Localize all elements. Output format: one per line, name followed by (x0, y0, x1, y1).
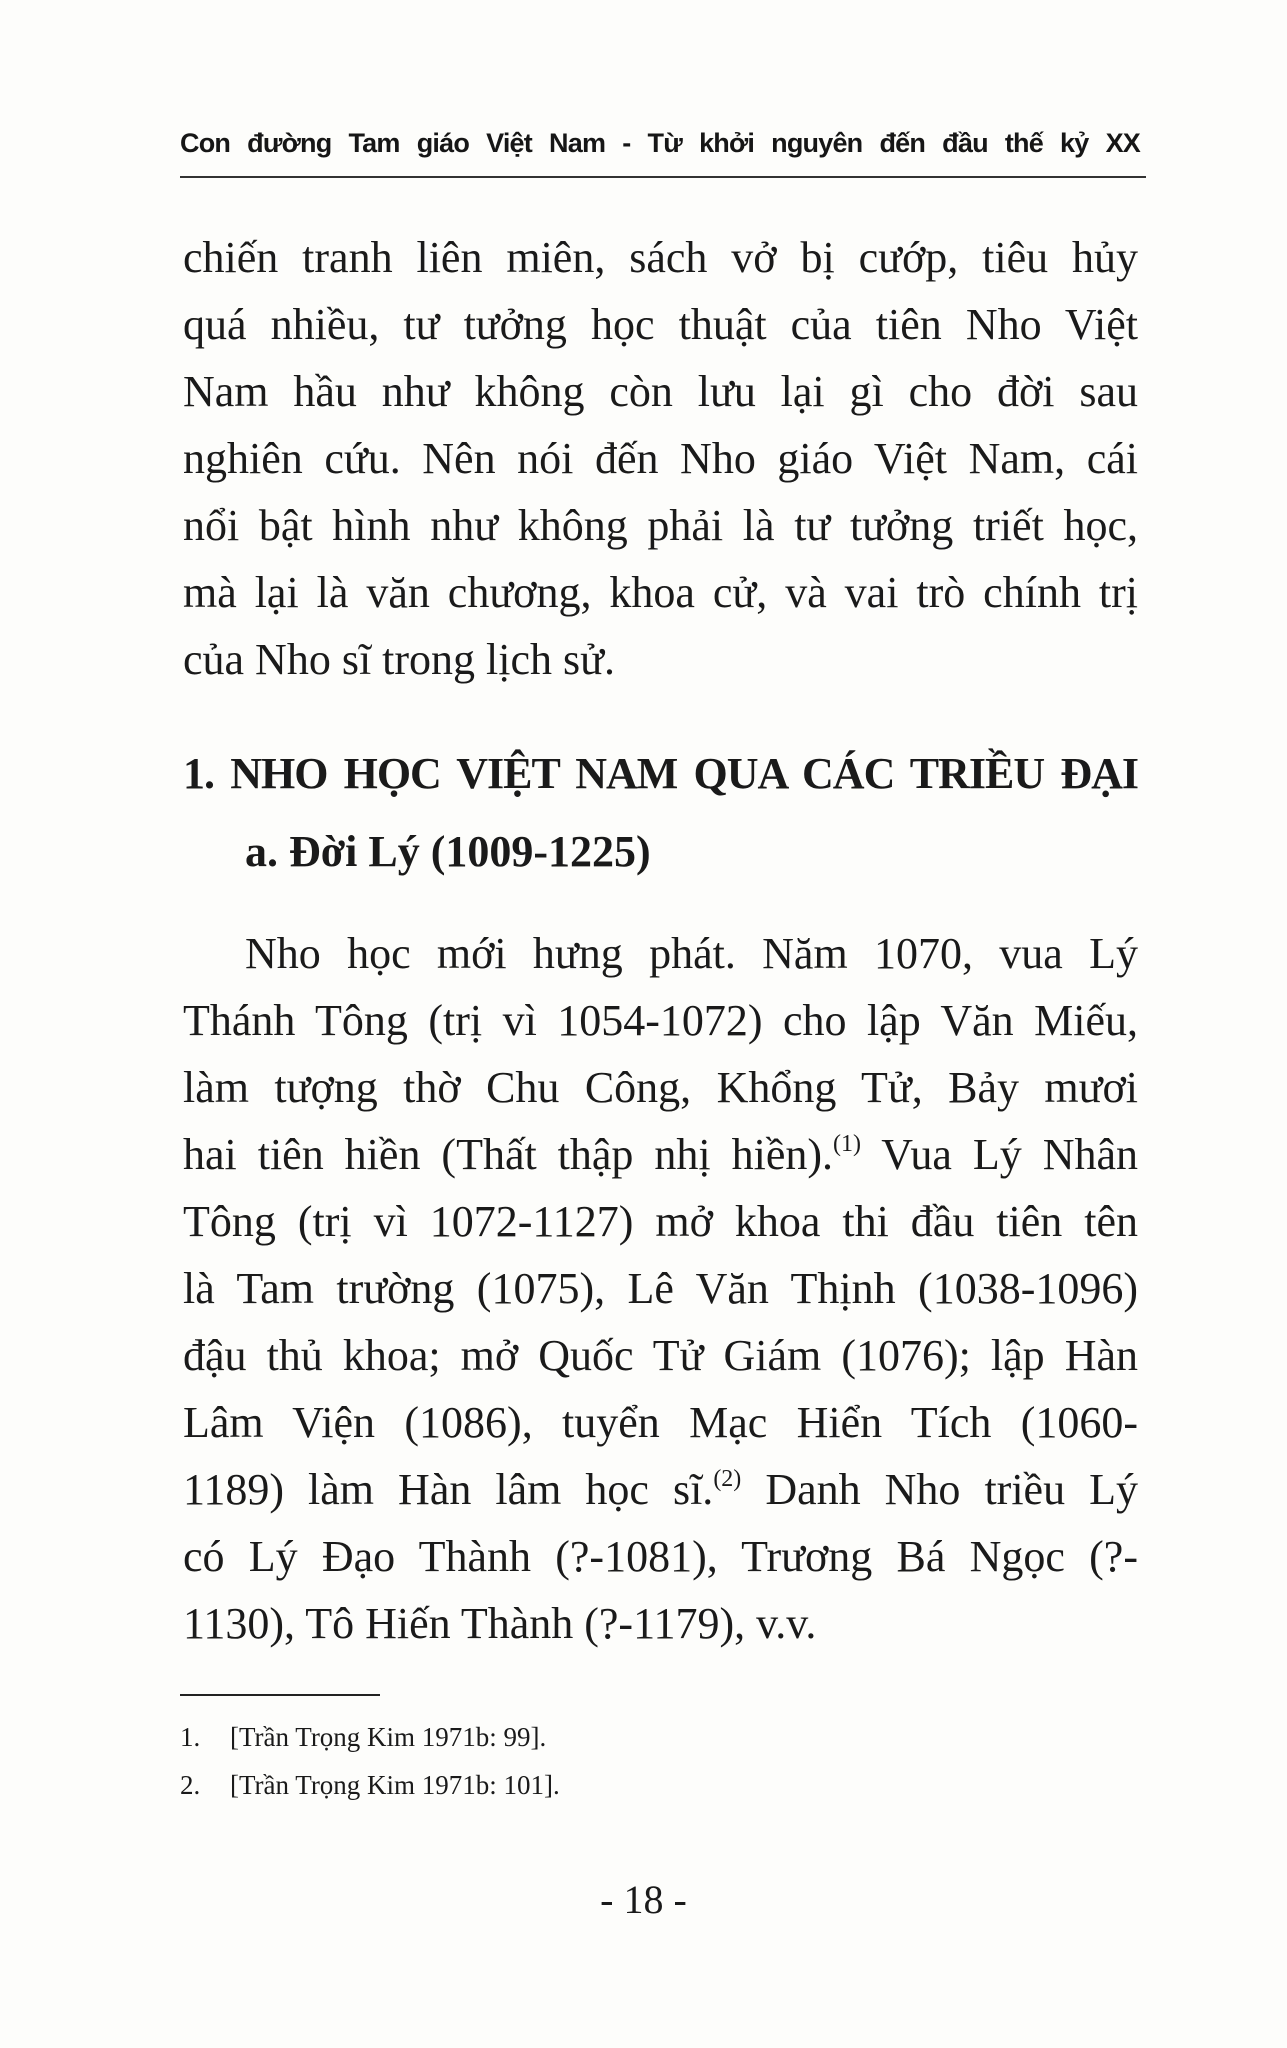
subsection-heading: a. Đời Lý (1009-1225) (245, 827, 651, 876)
text-line: quá nhiều, tư tưởng học thuật của tiên Nho Việt (183, 300, 1138, 349)
text-line: Lâm Viện (1086), tuyển Mạc Hiển Tích (1060- (183, 1398, 1138, 1447)
page-number: - 18 - (600, 1877, 687, 1922)
text-span: hai tiên hiền (Thất thập nhị hiền). (183, 1130, 834, 1179)
text-line: nổi bật hình như không phải là tư tưởng triết học, (183, 501, 1138, 550)
footnote-ref-1[interactable]: (1) (833, 1131, 862, 1157)
text-span: Danh Nho triều Lý (741, 1465, 1138, 1514)
text-line: là Tam trường (1075), Lê Văn Thịnh (1038-1096) (183, 1264, 1138, 1313)
text-line: 1130), Tô Hiến Thành (?-1179), v.v. (183, 1599, 817, 1648)
text-line: mà lại là văn chương, khoa cử, và vai trò chính trị (183, 568, 1138, 617)
text-span: 1189) làm Hàn lâm học sĩ. (183, 1465, 714, 1514)
footnote-ref-2[interactable]: (2) (713, 1466, 742, 1492)
text-line: của Nho sĩ trong lịch sử. (183, 635, 616, 684)
text-line: Nam hầu như không còn lưu lại gì cho đời sau (183, 367, 1138, 416)
header-rule (180, 176, 1146, 178)
footnote-2 (180, 1770, 560, 1801)
text-line: làm tượng thờ Chu Công, Khổng Tử, Bảy mươi (183, 1063, 1138, 1112)
section-heading: 1. NHO HỌC VIỆT NAM QUA CÁC TRIỀU ĐẠI (183, 749, 1138, 798)
footnote-text: [Trần Trọng Kim 1971b: 101]. (230, 1770, 560, 1800)
text-line: chiến tranh liên miên, sách vở bị cướp, tiêu hủy (183, 233, 1138, 282)
text-line (183, 1464, 1138, 1516)
text-line: nghiên cứu. Nên nói đến Nho giáo Việt Nam, cái (183, 434, 1138, 483)
footnote-rule (180, 1694, 380, 1696)
text-line: đậu thủ khoa; mở Quốc Tử Giám (1076); lập Hàn (183, 1331, 1138, 1380)
footnote-text: [Trần Trọng Kim 1971b: 99]. (230, 1722, 547, 1752)
text-line: Thánh Tông (trị vì 1054-1072) cho lập Văn Miếu, (183, 996, 1138, 1045)
text-span: Vua Lý Nhân (861, 1130, 1138, 1179)
footnote-1 (180, 1722, 546, 1753)
footnote-number: 2. (180, 1770, 201, 1800)
running-header: Con đường Tam giáo Việt Nam - Từ khởi nguyên đến đầu thế kỷ XX (180, 128, 1140, 158)
text-line: có Lý Đạo Thành (?-1081), Trương Bá Ngọc (?- (183, 1532, 1138, 1581)
text-line: Nho học mới hưng phát. Năm 1070, vua Lý (245, 929, 1138, 978)
text-line: Tông (trị vì 1072-1127) mở khoa thi đầu tiên tên (183, 1197, 1138, 1246)
text-line (183, 1129, 1138, 1181)
footnote-number: 1. (180, 1722, 201, 1752)
